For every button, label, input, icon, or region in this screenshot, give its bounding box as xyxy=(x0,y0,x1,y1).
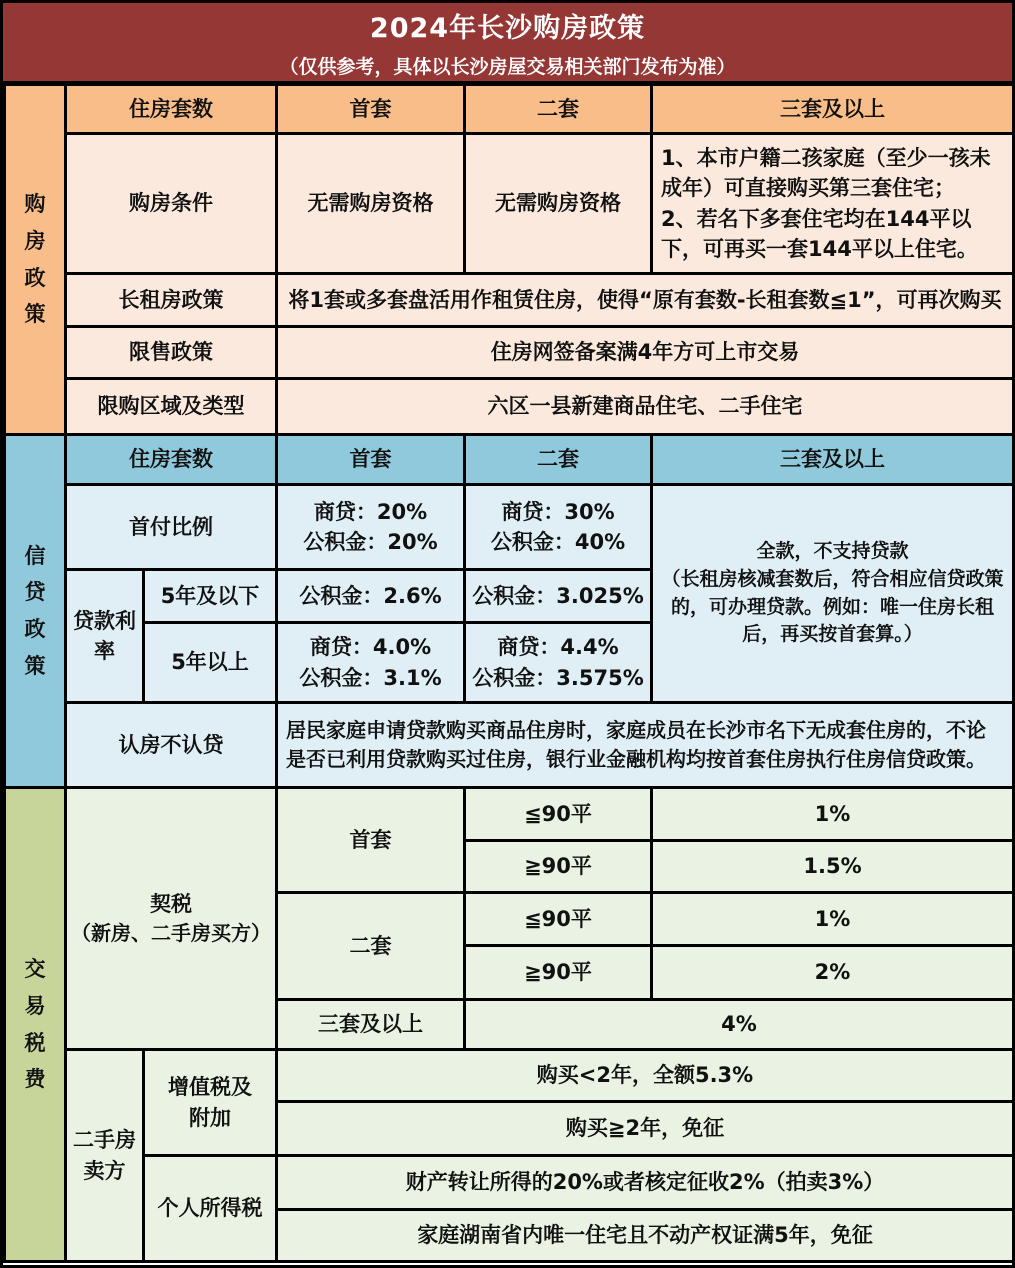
credit-third-home-note-line2: （长租房核减套数后，符合相应信贷政策的，可办理贷款。例如：唯一住房长租后，再买按首套算。） xyxy=(661,567,1004,646)
recognize-house-label: 认房不认贷 xyxy=(66,703,277,788)
credit-third-home-header: 三套及以上 xyxy=(652,435,1014,485)
deed-first-home-label: 首套 xyxy=(277,788,465,893)
deed-second-ge90-area: ≧90平 xyxy=(465,946,652,1000)
deed-first-ge90-rate: 1.5% xyxy=(652,841,1014,893)
sidebar-purchase-policy-label: 购房政策 xyxy=(24,192,46,327)
credit-third-home-note-line1: 全款，不支持贷款 xyxy=(756,540,909,563)
down-payment-first-fund: 公积金：20% xyxy=(303,530,438,554)
page-title: 2024年长沙购房政策 xyxy=(369,12,646,44)
vat-label-text: 增值税及附加 xyxy=(168,1075,252,1130)
row-deed-first-le90 xyxy=(5,788,1014,841)
deed-second-home-label: 二套 xyxy=(277,893,465,1000)
rate-over5-label: 5年以上 xyxy=(144,623,277,703)
deed-first-le90-rate: 1% xyxy=(652,788,1014,841)
sale-restriction-value: 住房网签备案满4年方可上市交易 xyxy=(277,327,1014,379)
row-recognize-house xyxy=(5,703,1014,788)
rate-over5-first-fund: 公积金：3.1% xyxy=(299,665,442,690)
deed-second-ge90-rate: 2% xyxy=(652,946,1014,1000)
purchase-second-home-header: 二套 xyxy=(465,85,652,134)
purchase-condition-second: 无需购房资格 xyxy=(465,134,652,274)
income-tax-label: 个人所得税 xyxy=(144,1156,277,1262)
long-rent-label: 长租房政策 xyxy=(66,274,277,327)
purchase-condition-third-item1: 1、本市户籍二孩家庭（至少一孩未成年）可直接购买第三套住宅； xyxy=(661,145,991,201)
credit-housing-count-header: 住房套数 xyxy=(66,435,277,485)
vat-under2-value: 购买<2年，全额5.3% xyxy=(277,1050,1014,1102)
down-payment-label: 首付比例 xyxy=(66,485,277,570)
purchase-housing-count-header: 住房套数 xyxy=(66,85,277,134)
rate-under5-label: 5年及以下 xyxy=(144,570,277,623)
row-long-rent-policy xyxy=(5,274,1014,327)
rate-over5-first xyxy=(277,623,465,703)
row-sale-restriction xyxy=(5,327,1014,379)
rate-under5-first: 公积金：2.6% xyxy=(277,570,465,623)
zone-restriction-value: 六区一县新建商品住宅、二手住宅 xyxy=(277,379,1014,435)
rate-under5-second: 公积金：3.025% xyxy=(465,570,652,623)
zone-restriction-label: 限购区域及类型 xyxy=(66,379,277,435)
purchase-condition-third xyxy=(652,134,1014,274)
credit-second-home-header: 二套 xyxy=(465,435,652,485)
seller-label xyxy=(66,1050,144,1262)
sidebar-purchase-policy xyxy=(5,85,66,435)
loan-rate-label xyxy=(66,570,144,703)
credit-third-home-note xyxy=(652,485,1014,703)
down-payment-second-commercial: 商贷：30% xyxy=(501,499,615,524)
income-tax-exempt-value: 家庭湖南省内唯一住宅且不动产权证满5年，免征 xyxy=(277,1210,1014,1262)
title-banner xyxy=(3,3,1012,83)
page-subtitle: （仅供参考，具体以长沙房屋交易相关部门发布为准） xyxy=(279,55,736,78)
long-rent-value: 将1套或多套盘活用作租赁住房，使得“原有套数-长租套数≦1”，可再次购买 xyxy=(277,274,1014,327)
income-tax-rate-value: 财产转让所得的20%或者核定征收2%（拍卖3%） xyxy=(277,1156,1014,1210)
row-purchase-header xyxy=(5,85,1014,134)
rate-over5-second-fund: 公积金：3.575% xyxy=(472,665,644,690)
down-payment-first-commercial: 商贷：20% xyxy=(313,499,428,524)
deed-tax-label xyxy=(66,788,277,1050)
rate-over5-second-commercial: 商贷：4.4% xyxy=(497,635,619,660)
row-zone-restriction xyxy=(5,379,1014,435)
vat-over2-value: 购买≧2年，免征 xyxy=(277,1102,1014,1156)
purchase-first-home-header: 首套 xyxy=(277,85,465,134)
deed-second-le90-rate: 1% xyxy=(652,893,1014,946)
sale-restriction-label: 限售政策 xyxy=(66,327,277,379)
recognize-house-value: 居民家庭申请贷款购买商品住房时，家庭成员在长沙市名下无成套住房的，不论是否已利用贷款购买过住房，银行业金融机构均按首套住房执行住房信贷政策。 xyxy=(277,703,1014,788)
deed-third-home-label: 三套及以上 xyxy=(277,1000,465,1050)
policy-table xyxy=(3,83,1015,1263)
sidebar-transaction-tax-label: 交易税费 xyxy=(24,957,46,1092)
loan-rate-label-text: 贷款利率 xyxy=(73,608,136,663)
purchase-condition-first: 无需购房资格 xyxy=(277,134,465,274)
credit-first-home-header: 首套 xyxy=(277,435,465,485)
deed-first-ge90-area: ≧90平 xyxy=(465,841,652,893)
purchase-condition-label: 购房条件 xyxy=(66,134,277,274)
purchase-third-home-header: 三套及以上 xyxy=(652,85,1014,134)
deed-first-le90-area: ≦90平 xyxy=(465,788,652,841)
row-income-tax-rate xyxy=(5,1156,1014,1210)
seller-label-text: 二手房卖方 xyxy=(73,1128,136,1183)
down-payment-second-fund: 公积金：40% xyxy=(490,530,626,554)
rate-over5-second xyxy=(465,623,652,703)
rate-over5-first-commercial: 商贷：4.0% xyxy=(309,635,432,660)
row-credit-header xyxy=(5,435,1014,485)
deed-tax-label-line1: 契税 xyxy=(150,891,192,916)
row-vat-under2 xyxy=(5,1050,1014,1102)
deed-second-le90-area: ≦90平 xyxy=(465,893,652,946)
vat-label xyxy=(144,1050,277,1156)
row-purchase-condition xyxy=(5,134,1014,274)
sidebar-transaction-tax xyxy=(5,788,66,1262)
row-down-payment xyxy=(5,485,1014,570)
deed-tax-label-line2: （新房、二手房买方） xyxy=(71,921,271,946)
sidebar-credit-policy-label: 信贷政策 xyxy=(24,543,46,678)
down-payment-first xyxy=(277,485,465,570)
deed-third-home-rate: 4% xyxy=(465,1000,1014,1050)
down-payment-second xyxy=(465,485,652,570)
purchase-condition-third-item2: 2、若名下多套住宅均在144平以下，可再买一套144平以上住宅。 xyxy=(661,206,978,261)
sidebar-credit-policy xyxy=(5,435,66,788)
